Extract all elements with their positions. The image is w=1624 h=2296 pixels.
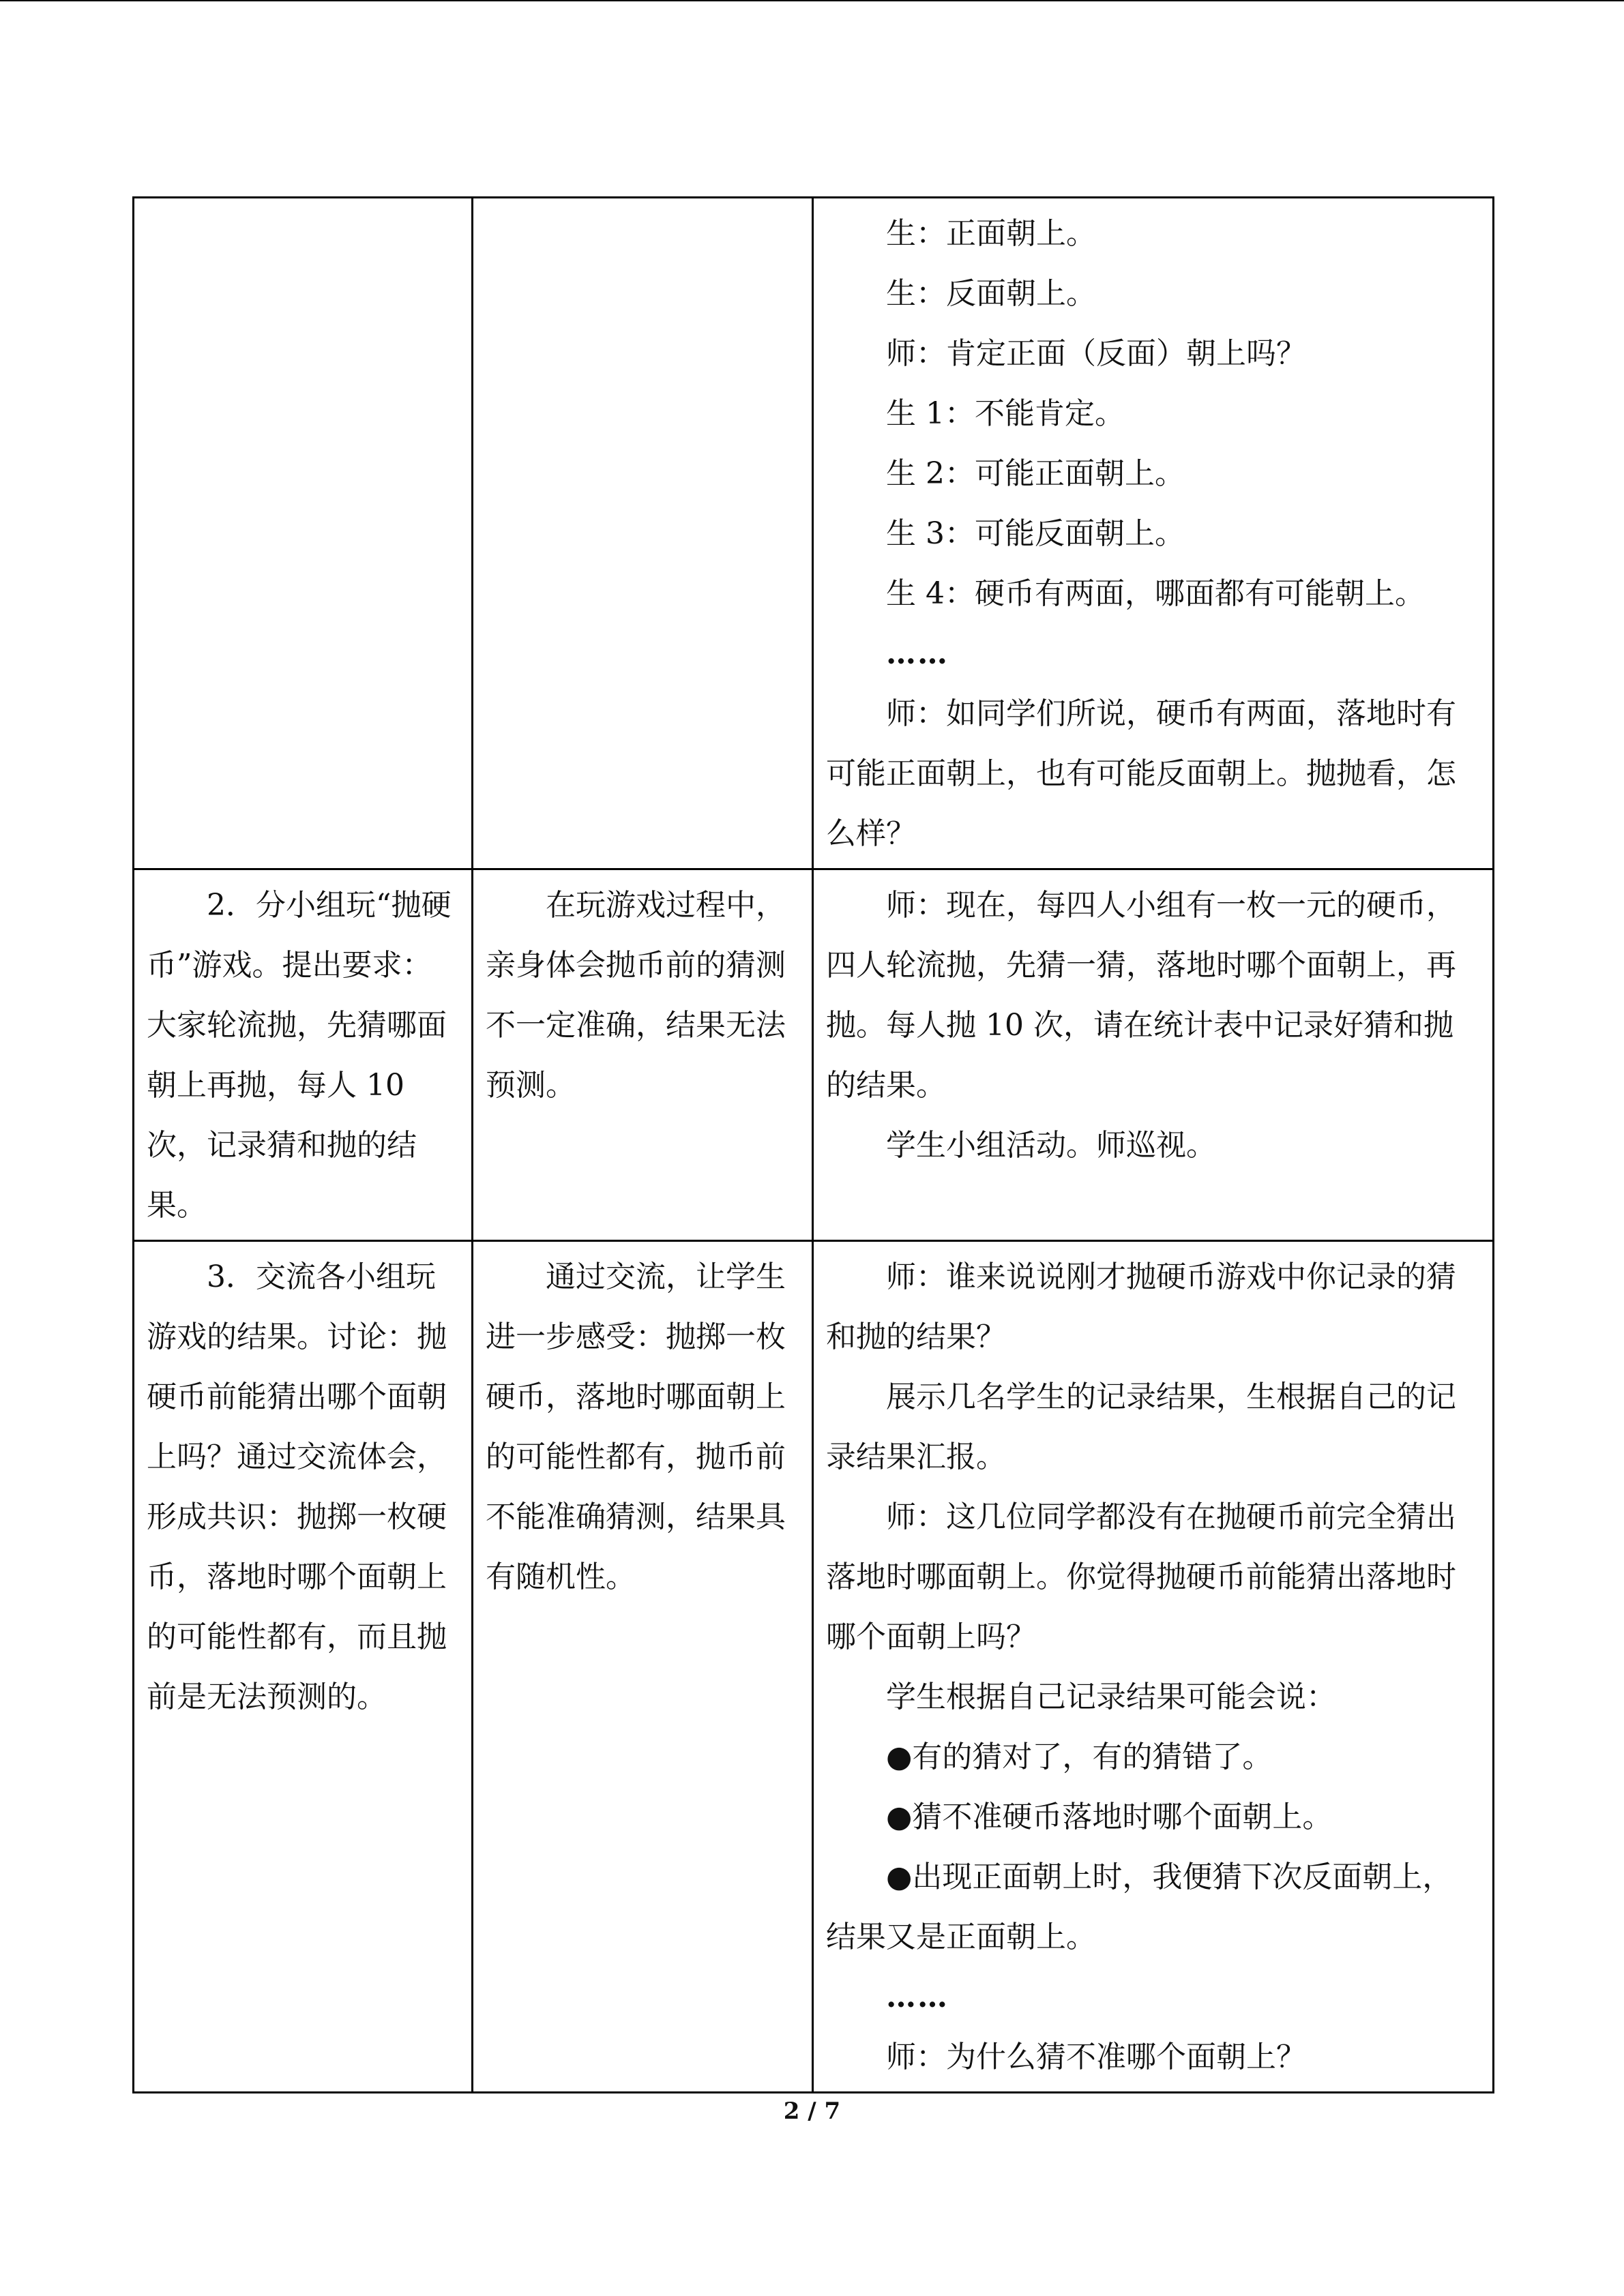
dialogue-line: 生 3：可能反面朝上。 [886, 516, 1185, 551]
ellipsis: …… [886, 636, 949, 671]
dialogue-line: 师：肯定正面（反面）朝上吗？ [886, 336, 1306, 371]
intent-cell: 在玩游戏过程中，亲身体会抛币前的猜测不一定准确，结果无法预测。 [473, 869, 813, 1241]
activity-cell: 3．交流各小组玩游戏的结果。讨论：抛硬币前能猜出哪个面朝上吗？通过交流体会，形成共识：抛掷一枚硬币，落地时哪个面朝上的可能性都有，而且抛前是无法预测的。 [134, 1241, 473, 2093]
bullet-line: ●猜不准硬币落地时哪个面朝上。 [886, 1800, 1333, 1834]
dialogue-cell [813, 1241, 1494, 2093]
dialogue-line: 生：正面朝上。 [886, 216, 1096, 251]
bullet-line: ●出现正面朝上时，我便猜下次反面朝上，结果又是正面朝上。 [826, 1860, 1453, 1954]
activity-cell [134, 198, 473, 869]
dialogue-line: 生 2：可能正面朝上。 [886, 456, 1185, 491]
dialogue-line: 展示几名学生的记录结果，生根据自己的记录结果汇报。 [826, 1380, 1456, 1474]
dialogue-line: 学生小组活动。师巡视。 [886, 1128, 1216, 1163]
bullet-line: ●有的猜对了，有的猜错了。 [886, 1740, 1273, 1774]
table-row [134, 1241, 1494, 2093]
activity-cell: 2．分小组玩“抛硬币”游戏。提出要求：大家轮流抛，先猜哪面朝上再抛，每人 10 次，记录猜和抛的结果。 [134, 869, 473, 1241]
dialogue-line: 师：这几位同学都没有在抛硬币前完全猜出落地时哪面朝上。你觉得抛硬币前能猜出落地时哪个面朝上吗？ [826, 1500, 1456, 1654]
intent-cell: 通过交流，让学生进一步感受：抛掷一枚硬币，落地时哪面朝上的可能性都有，抛币前不能准确猜测，结果具有随机性。 [473, 1241, 813, 2093]
dialogue-line: 师：如同学们所说，硬币有两面，落地时有可能正面朝上，也有可能反面朝上。抛抛看，怎么样？ [826, 696, 1456, 851]
page-number: 2 / 7 [783, 2098, 841, 2125]
dialogue-line: 师：为什么猜不准哪个面朝上？ [886, 2040, 1306, 2074]
page-top-border [0, 0, 1624, 1]
dialogue-line: 师：现在，每四人小组有一枚一元的硬币，四人轮流抛，先猜一猜，落地时哪个面朝上，再抛。每人抛 10 次，请在统计表中记录好猜和抛的结果。 [826, 888, 1456, 1103]
dialogue-line: 师：谁来说说刚才抛硬币游戏中你记录的猜和抛的结果？ [826, 1259, 1456, 1354]
table-row [134, 869, 1494, 1241]
ellipsis: …… [886, 1980, 949, 2014]
dialogue-line: 生 4：硬币有两面，哪面都有可能朝上。 [886, 576, 1425, 611]
table-row [134, 198, 1494, 869]
dialogue-line: 学生根据自己记录结果可能会说： [886, 1680, 1336, 1714]
dialogue-line: 生：反面朝上。 [886, 276, 1096, 311]
dialogue-line: 生 1：不能肯定。 [886, 396, 1125, 431]
dialogue-cell [813, 869, 1494, 1241]
dialogue-cell [813, 198, 1494, 869]
intent-cell [473, 198, 813, 869]
lesson-plan-table [132, 196, 1494, 2093]
